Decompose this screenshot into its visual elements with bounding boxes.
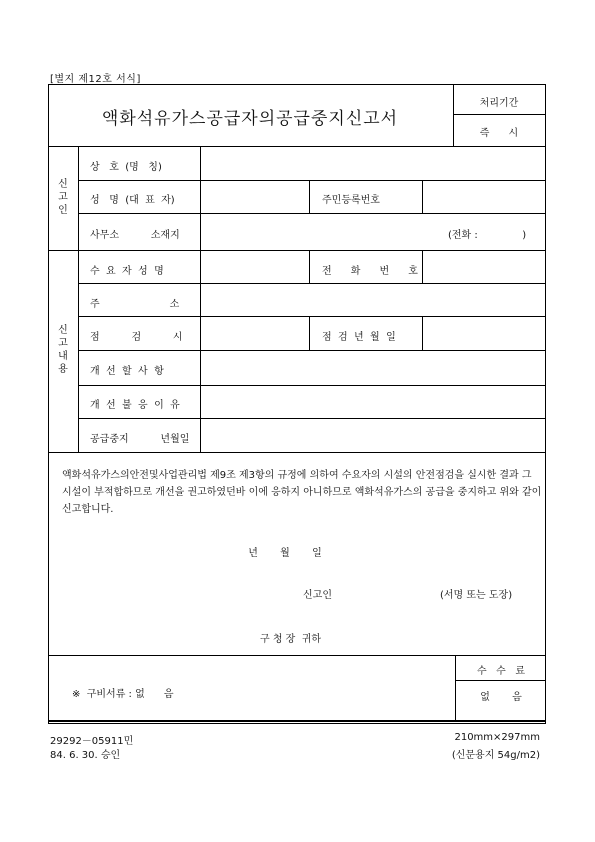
statement-text: 액화석유가스의안전및사업관리법 제9조 제3항의 규정에 의하여 수요자의 시설의 안전점검을 실시한 결과 그 시설이 부적합하므로 개선을 권고하였던바 이에 응하지 아니하므로 액화석유가스의 공급을 중지하고 위와 같이 신고합니다. bbox=[62, 470, 542, 515]
content-section-label: 신 고 내 용 bbox=[58, 325, 68, 375]
inspection-time-label: 점 검 시 bbox=[90, 332, 183, 343]
representative-name-label: 성 명 (대 표 자) bbox=[90, 195, 175, 206]
approval-date: 84. 6. 30. 승인 bbox=[50, 750, 121, 761]
fee-value: 없 음 bbox=[480, 692, 522, 703]
form-code: 29292－05911민 bbox=[50, 736, 134, 747]
signature-note: (서명 또는 도장) bbox=[440, 590, 513, 601]
date-line: 년 월 일 bbox=[248, 548, 322, 559]
phone-note: (전화 : ) bbox=[448, 230, 527, 241]
inspection-date-label: 점 검 년 월 일 bbox=[322, 332, 396, 343]
paper-size: 210mm×297mm bbox=[454, 732, 540, 743]
paper-type: (신문용지 54g/m2) bbox=[451, 750, 540, 761]
address-label: 주 소 bbox=[90, 299, 180, 310]
phone-number-label: 전 화 번 호 bbox=[322, 266, 418, 277]
fee-label: 수 수 료 bbox=[476, 666, 526, 677]
office-address-label: 사무소 소재지 bbox=[90, 230, 180, 241]
required-documents: ※ 구비서류 : 없 음 bbox=[72, 689, 174, 700]
consumer-name-label: 수 요 자 성 명 bbox=[90, 266, 164, 277]
suspension-date-label: 공급중지 년월일 bbox=[90, 434, 190, 445]
improvement-items-label: 개 선 할 사 항 bbox=[90, 366, 164, 377]
trade-name-label: 상 호 (명 칭) bbox=[90, 162, 162, 173]
non-compliance-reason-label: 개 선 불 응 이 유 bbox=[90, 400, 180, 411]
addressee: 구 청 장 귀하 bbox=[260, 634, 322, 645]
reporter-section-label: 신 고 인 bbox=[58, 179, 68, 216]
signer-label: 신고인 bbox=[303, 590, 332, 601]
form-title: 액화석유가스공급자의공급중지신고서 bbox=[101, 109, 399, 129]
bottom-rule bbox=[48, 720, 546, 722]
id-number-label: 주민등록번호 bbox=[322, 195, 380, 206]
processing-period-label: 처리기간 bbox=[479, 98, 519, 109]
form-number: [별지 제12호 서식] bbox=[50, 74, 141, 85]
processing-period-value: 즉 시 bbox=[479, 128, 519, 139]
